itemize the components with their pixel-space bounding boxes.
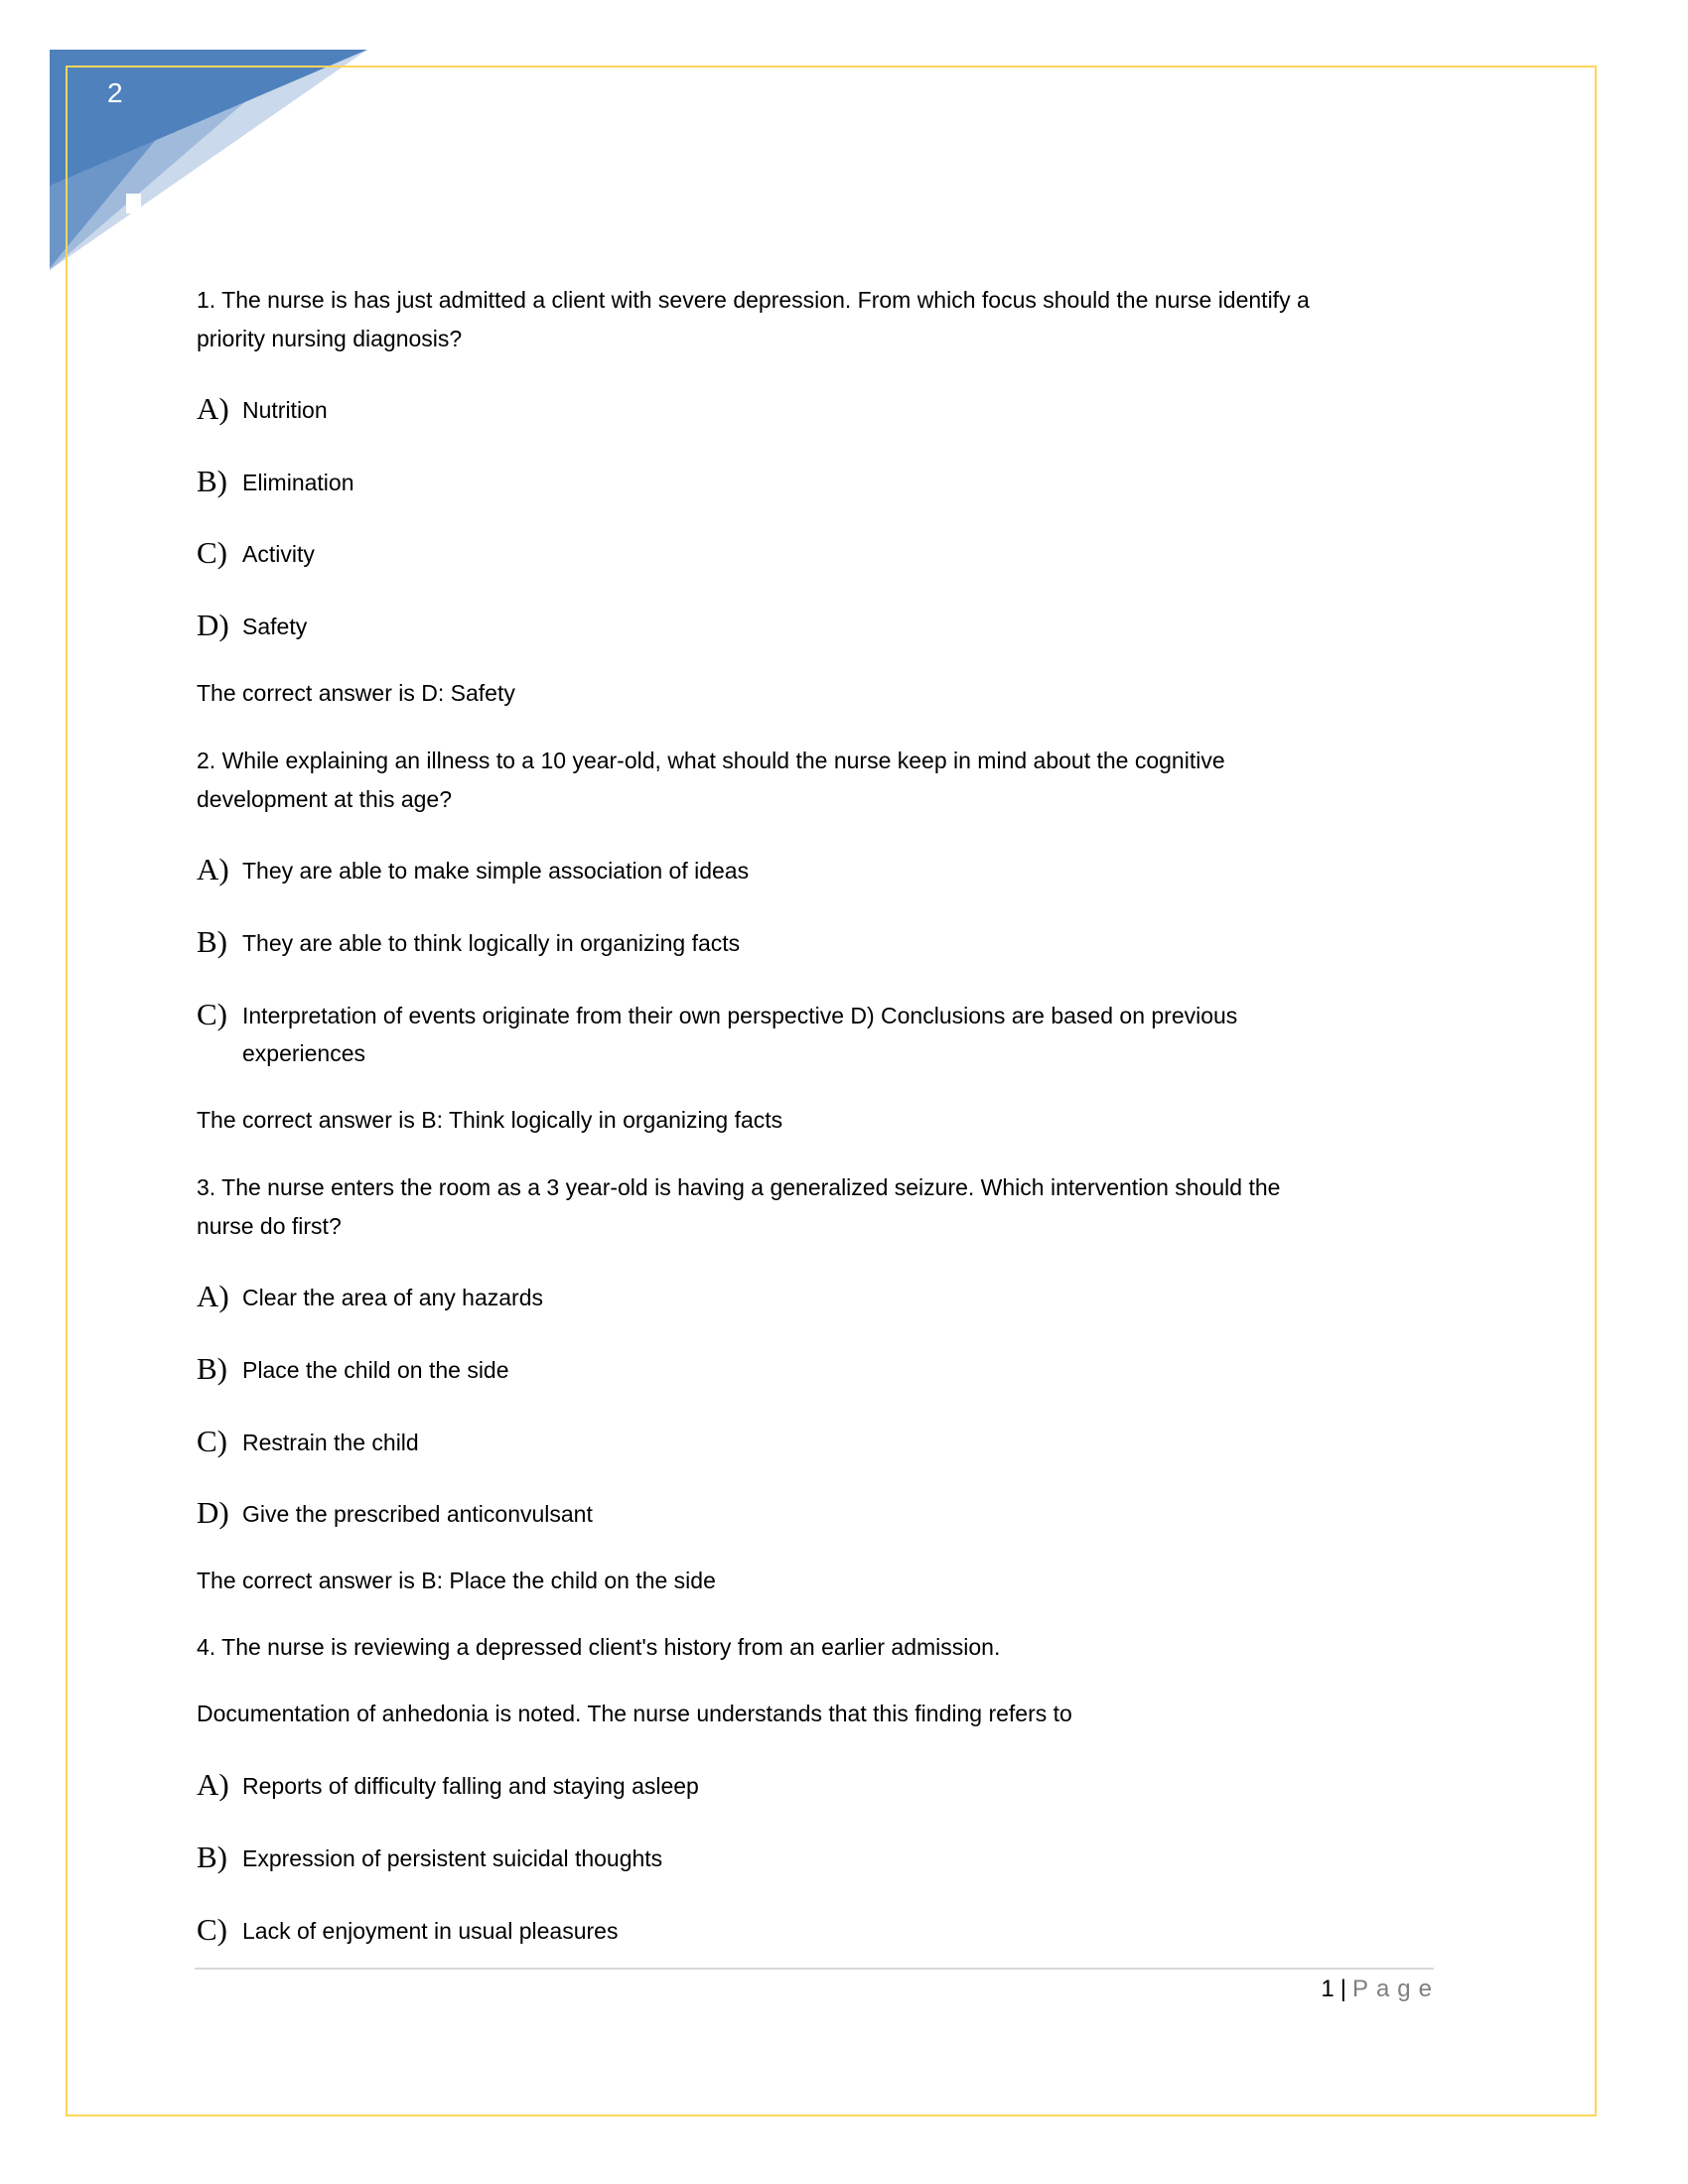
option-text: Nutrition: [242, 397, 328, 423]
question-2-option-b: [197, 924, 741, 959]
option-text: Interpretation of events originate from their own perspective D) Conclusions are based on previous: [242, 1003, 1238, 1028]
question-4-option-c: [197, 1912, 619, 1947]
question-2-text-line-1: 2. While explaining an illness to a 10 year-old, what should the nurse keep in mind about the cognitive: [197, 748, 1225, 773]
option-letter: B): [197, 464, 227, 498]
option-text: Elimination: [242, 470, 354, 495]
option-text: Expression of persistent suicidal thoughts: [242, 1845, 663, 1871]
option-letter: C): [197, 1912, 227, 1947]
question-1-answer: The correct answer is D: Safety: [197, 680, 515, 706]
option-text: Lack of enjoyment in usual pleasures: [242, 1918, 619, 1944]
question-4-option-a: [197, 1767, 699, 1802]
question-3-answer: The correct answer is B: Place the child on the side: [197, 1568, 716, 1593]
question-3-option-c: [197, 1424, 419, 1458]
option-letter: C): [197, 997, 227, 1031]
option-letter: B): [197, 1840, 227, 1874]
option-letter: A): [197, 1279, 229, 1313]
question-1-text-line-2: priority nursing diagnosis?: [197, 326, 463, 351]
option-letter: B): [197, 1351, 227, 1386]
option-letter: A): [197, 852, 229, 887]
option-letter: A): [197, 391, 229, 426]
option-text: Give the prescribed anticonvulsant: [242, 1501, 593, 1527]
option-letter: D): [197, 608, 229, 642]
option-letter: C): [197, 1424, 227, 1458]
question-2-answer: The correct answer is B: Think logically in organizing facts: [197, 1107, 783, 1133]
question-3-option-a: [197, 1279, 544, 1313]
option-text: Place the child on the side: [242, 1357, 509, 1383]
page-border: [66, 66, 1597, 2116]
option-letter: C): [197, 535, 227, 570]
question-1-option-c: [197, 535, 315, 570]
footer-divider: [195, 1968, 1434, 1970]
option-text: Activity: [242, 541, 315, 567]
option-text: Safety: [242, 614, 308, 639]
question-1-option-a: [197, 391, 328, 426]
question-2-option-a: [197, 852, 750, 887]
question-3-option-b: [197, 1351, 509, 1386]
option-letter: B): [197, 924, 227, 959]
question-2-text-line-2: development at this age?: [197, 786, 453, 812]
footer-page-number: 1: [1321, 1976, 1335, 2002]
question-4-option-b: [197, 1840, 663, 1874]
question-3-text-line-1: 3. The nurse enters the room as a 3 year-old is having a generalized seizure. Which intervention should the: [197, 1174, 1281, 1200]
question-4-text-line-2: Documentation of anhedonia is noted. The nurse understands that this finding refers to: [197, 1701, 1072, 1726]
footer-page-label: Page: [1351, 1976, 1440, 2002]
option-text: Reports of difficulty falling and staying asleep: [242, 1773, 699, 1799]
question-4-text-line-1: 4. The nurse is reviewing a depressed client's history from an earlier admission.: [197, 1634, 1001, 1660]
question-2-option-c-continuation: experiences: [242, 1040, 366, 1066]
question-2-option-c: [197, 997, 1238, 1031]
question-3-option-d: [197, 1495, 593, 1530]
question-1-option-d: [197, 608, 308, 642]
option-text: They are able to think logically in organizing facts: [242, 930, 741, 956]
option-text: Restrain the child: [242, 1430, 419, 1455]
option-text: They are able to make simple association of ideas: [242, 858, 750, 884]
question-1-text-line-1: 1. The nurse is has just admitted a client with severe depression. From which focus should the nurse identify a: [197, 287, 1310, 313]
option-letter: A): [197, 1767, 229, 1802]
question-1-option-b: [197, 464, 354, 498]
option-letter: D): [197, 1495, 229, 1530]
page-footer: [1321, 1976, 1440, 2003]
footer-separator: |: [1339, 1976, 1346, 2002]
question-3-text-line-2: nurse do first?: [197, 1213, 342, 1239]
corner-page-number: 2: [107, 77, 123, 108]
option-text: Clear the area of any hazards: [242, 1285, 544, 1310]
